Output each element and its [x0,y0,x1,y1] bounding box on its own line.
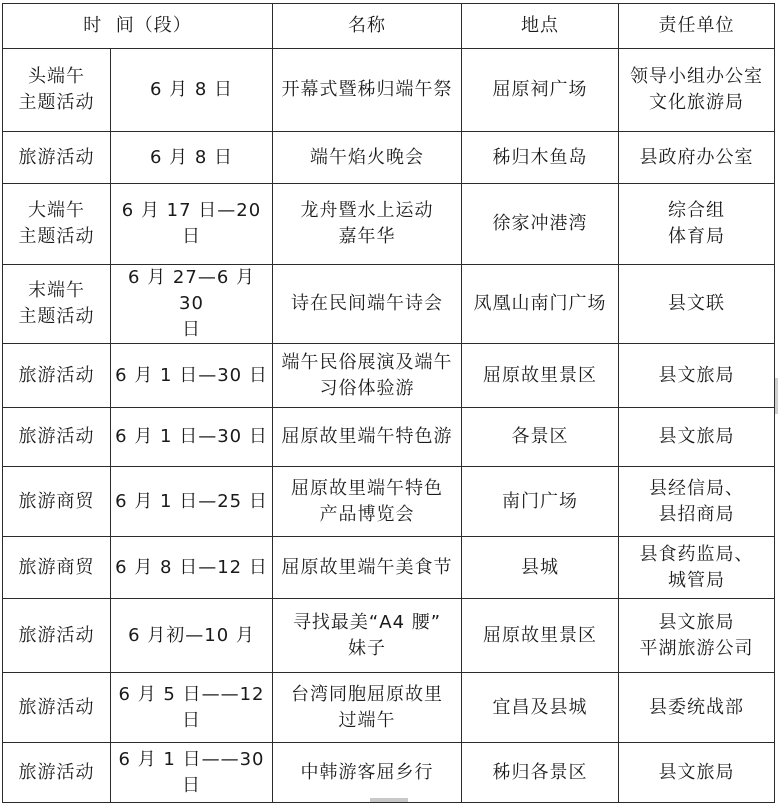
row-date: 6 月 1 日—30 日 [111,408,273,467]
row-event-name: 屈原故里端午特色游 [273,408,462,467]
event-schedule-table [2,3,775,803]
row-date: 6 月 27—6 月 30 日 [111,265,273,344]
row-date: 6 月 5 日——12 日 [111,673,273,743]
table-row [3,673,775,743]
row-category: 大端午 主题活动 [3,184,111,265]
row-date: 6 月 8 日 [111,132,273,184]
row-responsible-unit: 县文旅局 [619,344,775,408]
row-date: 6 月 1 日—30 日 [111,344,273,408]
row-event-name: 开幕式暨秭归端午祭 [273,49,462,132]
table-row [3,184,775,265]
row-event-name: 中韩游客屈乡行 [273,743,462,803]
row-location: 宜昌及县城 [462,673,619,743]
row-event-name: 龙舟暨水上运动 嘉年华 [273,184,462,265]
row-event-name: 屈原故里端午美食节 [273,537,462,599]
row-event-name: 诗在民间端午诗会 [273,265,462,344]
table-row [3,344,775,408]
row-category: 头端午 主题活动 [3,49,111,132]
row-location: 屈原祠广场 [462,49,619,132]
row-responsible-unit: 县文旅局 平湖旅游公司 [619,599,775,673]
row-category: 旅游活动 [3,408,111,467]
row-event-name: 寻找最美“A4 腰” 妹子 [273,599,462,673]
row-date: 6 月 1 日——30 日 [111,743,273,803]
row-location: 秭归木鱼岛 [462,132,619,184]
row-location: 凤凰山南门广场 [462,265,619,344]
table-row [3,599,775,673]
row-responsible-unit: 县政府办公室 [619,132,775,184]
header-row [3,4,775,49]
table-row [3,467,775,537]
header-location: 地点 [462,4,619,49]
table-row [3,743,775,803]
row-location: 屈原故里景区 [462,344,619,408]
row-responsible-unit: 领导小组办公室 文化旅游局 [619,49,775,132]
row-location: 各景区 [462,408,619,467]
row-responsible-unit: 县委统战部 [619,673,775,743]
header-time: 时 间（段） [3,4,273,49]
row-location: 徐家冲港湾 [462,184,619,265]
row-event-name: 台湾同胞屈原故里 过端午 [273,673,462,743]
row-category: 旅游活动 [3,673,111,743]
header-name: 名称 [273,4,462,49]
row-responsible-unit: 县文联 [619,265,775,344]
row-date: 6 月 17 日—20 日 [111,184,273,265]
row-responsible-unit: 县文旅局 [619,408,775,467]
row-location: 南门广场 [462,467,619,537]
row-responsible-unit: 县经信局、 县招商局 [619,467,775,537]
row-responsible-unit: 县文旅局 [619,743,775,803]
row-category: 旅游活动 [3,344,111,408]
table-row [3,265,775,344]
row-event-name: 端午民俗展演及端午 习俗体验游 [273,344,462,408]
row-category: 旅游商贸 [3,467,111,537]
table-row [3,132,775,184]
row-date: 6 月 8 日—12 日 [111,537,273,599]
table-row [3,49,775,132]
row-date: 6 月初—10 月 [111,599,273,673]
header-unit: 责任单位 [619,4,775,49]
row-date: 6 月 1 日—25 日 [111,467,273,537]
row-event-name: 端午焰火晚会 [273,132,462,184]
row-category: 旅游活动 [3,743,111,803]
row-location: 屈原故里景区 [462,599,619,673]
row-category: 旅游商贸 [3,537,111,599]
table-row [3,537,775,599]
page-fold-mark [370,798,408,802]
row-responsible-unit: 县食药监局、 城管局 [619,537,775,599]
row-category: 旅游活动 [3,132,111,184]
row-date: 6 月 8 日 [111,49,273,132]
table-row [3,408,775,467]
row-category: 末端午 主题活动 [3,265,111,344]
row-location: 县城 [462,537,619,599]
row-location: 秭归各景区 [462,743,619,803]
row-event-name: 屈原故里端午特色 产品博览会 [273,467,462,537]
row-category: 旅游活动 [3,599,111,673]
row-responsible-unit: 综合组 体育局 [619,184,775,265]
